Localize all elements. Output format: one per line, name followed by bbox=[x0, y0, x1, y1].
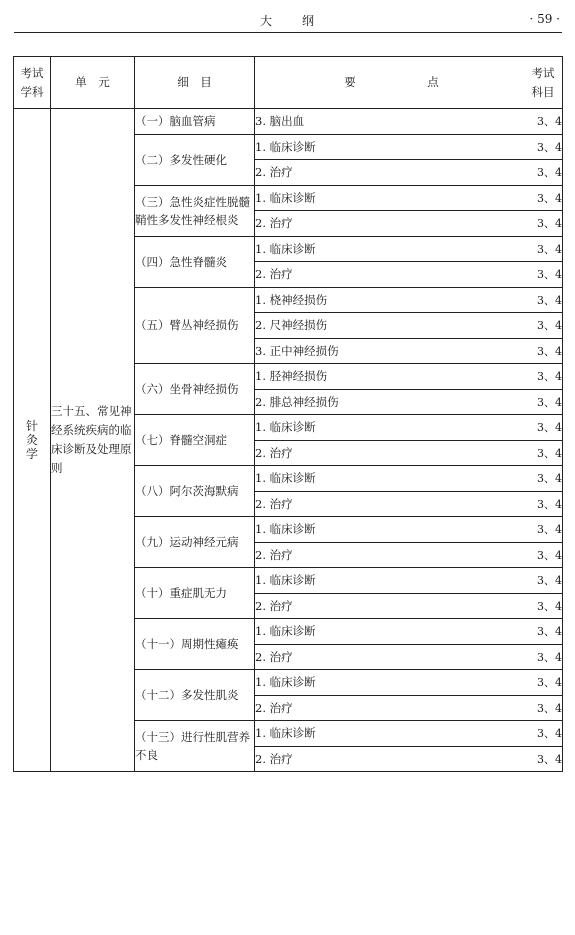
point-cell bbox=[255, 415, 563, 441]
point-cell bbox=[255, 185, 563, 211]
subject-cell bbox=[14, 109, 51, 772]
point-level: 3、4 bbox=[537, 676, 562, 690]
point-cell bbox=[255, 568, 563, 594]
point-level: 3、4 bbox=[537, 115, 562, 129]
point-cell bbox=[255, 160, 563, 186]
item-cell: （九）运动神经元病 bbox=[135, 517, 255, 568]
point-level: 3、4 bbox=[537, 344, 562, 358]
item-cell: （二）多发性硬化 bbox=[135, 134, 255, 185]
item-cell: （十二）多发性肌炎 bbox=[135, 670, 255, 721]
point-cell bbox=[255, 491, 563, 517]
point-level: 3、4 bbox=[537, 395, 562, 409]
point-level: 3、4 bbox=[537, 497, 562, 511]
point-cell bbox=[255, 440, 563, 466]
point-cell bbox=[255, 236, 563, 262]
point-text: 2. 治疗 bbox=[255, 598, 293, 613]
point-text: 2. 治疗 bbox=[255, 751, 293, 766]
column-header-level-label: 考试科目 bbox=[531, 65, 555, 99]
item-cell: （十三）进行性肌营养不良 bbox=[135, 721, 255, 772]
point-text: 1. 临床诊断 bbox=[255, 573, 316, 588]
point-text: 2. 治疗 bbox=[255, 649, 293, 664]
point-level: 3、4 bbox=[537, 650, 562, 664]
page-number: · 59 · bbox=[529, 12, 560, 26]
point-cell bbox=[255, 542, 563, 568]
point-cell bbox=[255, 287, 563, 313]
point-level: 3、4 bbox=[537, 752, 562, 766]
table-row bbox=[14, 109, 563, 135]
point-text: 1. 临床诊断 bbox=[255, 522, 316, 537]
point-text: 1. 临床诊断 bbox=[255, 139, 316, 154]
point-text: 2. 治疗 bbox=[255, 700, 293, 715]
item-cell: （十一）周期性瘫痪 bbox=[135, 619, 255, 670]
point-level: 3、4 bbox=[537, 370, 562, 384]
column-header-item: 细 目 bbox=[135, 57, 255, 109]
item-cell: （三）急性炎症性脱髓鞘性多发性神经根炎 bbox=[135, 185, 255, 236]
point-cell bbox=[255, 389, 563, 415]
point-level: 3、4 bbox=[537, 625, 562, 639]
item-cell: （十）重症肌无力 bbox=[135, 568, 255, 619]
table-body bbox=[14, 109, 563, 772]
subject-name: 针灸学 bbox=[25, 419, 38, 461]
item-cell: （八）阿尔茨海默病 bbox=[135, 466, 255, 517]
point-level: 3、4 bbox=[537, 446, 562, 460]
point-text: 2. 尺神经损伤 bbox=[255, 318, 328, 333]
unit-cell: 三十五、常见神经系统疾病的临床诊断及处理原则 bbox=[51, 109, 135, 772]
point-text: 1. 临床诊断 bbox=[255, 420, 316, 435]
point-text: 3. 正中神经损伤 bbox=[255, 343, 339, 358]
point-text: 2. 治疗 bbox=[255, 445, 293, 460]
column-header-subject-label: 考试学科 bbox=[20, 65, 44, 99]
point-level: 3、4 bbox=[537, 268, 562, 282]
point-level: 3、4 bbox=[537, 701, 562, 715]
item-cell: （一）脑血管病 bbox=[135, 109, 255, 135]
point-cell bbox=[255, 466, 563, 492]
item-cell: （五）臂丛神经损伤 bbox=[135, 287, 255, 364]
point-text: 2. 治疗 bbox=[255, 496, 293, 511]
page-header bbox=[14, 10, 562, 33]
point-cell bbox=[255, 670, 563, 696]
point-level: 3、4 bbox=[537, 599, 562, 613]
column-header-point-label: 要 点 bbox=[344, 75, 469, 89]
point-text: 1. 临床诊断 bbox=[255, 471, 316, 486]
point-text: 2. 治疗 bbox=[255, 267, 293, 282]
point-text: 2. 腓总神经损伤 bbox=[255, 394, 339, 409]
column-header-unit: 单 元 bbox=[51, 57, 135, 109]
point-text: 1. 临床诊断 bbox=[255, 241, 316, 256]
point-text: 1. 临床诊断 bbox=[255, 675, 316, 690]
point-cell bbox=[255, 134, 563, 160]
point-cell bbox=[255, 593, 563, 619]
point-level: 3、4 bbox=[537, 293, 562, 307]
point-cell bbox=[255, 338, 563, 364]
item-cell: （七）脊髓空洞症 bbox=[135, 415, 255, 466]
item-cell: （四）急性脊髓炎 bbox=[135, 236, 255, 287]
point-text: 2. 治疗 bbox=[255, 547, 293, 562]
point-cell bbox=[255, 721, 563, 747]
point-cell bbox=[255, 619, 563, 645]
column-header-subject bbox=[14, 57, 51, 109]
point-level: 3、4 bbox=[537, 727, 562, 741]
point-cell bbox=[255, 695, 563, 721]
point-level: 3、4 bbox=[537, 242, 562, 256]
syllabus-table bbox=[13, 56, 563, 772]
point-cell bbox=[255, 313, 563, 339]
point-level: 3、4 bbox=[537, 548, 562, 562]
column-header-point bbox=[255, 57, 563, 109]
point-level: 3、4 bbox=[537, 472, 562, 486]
point-cell bbox=[255, 517, 563, 543]
point-cell bbox=[255, 746, 563, 772]
point-level: 3、4 bbox=[537, 574, 562, 588]
point-text: 1. 胫神经损伤 bbox=[255, 369, 328, 384]
point-text: 1. 临床诊断 bbox=[255, 190, 316, 205]
table-header-row bbox=[14, 57, 563, 109]
point-text: 2. 治疗 bbox=[255, 216, 293, 231]
point-text: 1. 临床诊断 bbox=[255, 726, 316, 741]
point-level: 3、4 bbox=[537, 421, 562, 435]
point-cell bbox=[255, 364, 563, 390]
point-level: 3、4 bbox=[537, 217, 562, 231]
point-level: 3、4 bbox=[537, 319, 562, 333]
point-text: 1. 临床诊断 bbox=[255, 624, 316, 639]
item-cell: （六）坐骨神经损伤 bbox=[135, 364, 255, 415]
point-cell bbox=[255, 644, 563, 670]
point-level: 3、4 bbox=[537, 191, 562, 205]
point-cell bbox=[255, 211, 563, 237]
point-text: 1. 桡神经损伤 bbox=[255, 292, 328, 307]
point-level: 3、4 bbox=[537, 140, 562, 154]
point-cell bbox=[255, 262, 563, 288]
point-level: 3、4 bbox=[537, 166, 562, 180]
point-level: 3、4 bbox=[537, 523, 562, 537]
page-title: 大 纲 bbox=[259, 14, 316, 28]
point-cell bbox=[255, 109, 563, 135]
point-text: 3. 脑出血 bbox=[255, 114, 305, 129]
point-text: 2. 治疗 bbox=[255, 165, 293, 180]
